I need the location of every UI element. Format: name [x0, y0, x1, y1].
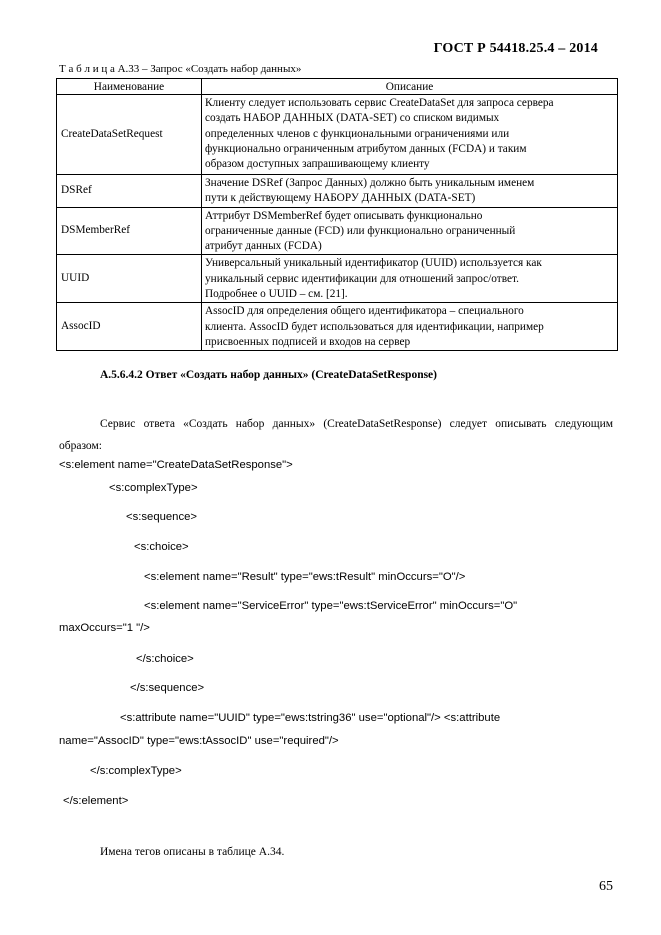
code-line: <s:complexType>	[109, 482, 198, 494]
request-table	[56, 78, 618, 351]
table-row	[57, 95, 618, 175]
description-line: создать НАБОР ДАННЫХ (DATA-SET) со списком видимых	[205, 112, 500, 125]
cell-name: CreateDataSetRequest	[57, 95, 202, 175]
column-header-name: Наименование	[57, 79, 202, 95]
table-row	[57, 207, 618, 255]
cell-description	[202, 95, 618, 175]
column-header-description: Описание	[202, 79, 618, 95]
description-line: атрибут данных (FCDA)	[205, 240, 322, 253]
code-line: <s:element name="Result" type="ews:tResult" minOccurs="O"/>	[144, 571, 466, 583]
cell-description	[202, 207, 618, 255]
description-line: Универсальный уникальный идентификатор (UUID) используется как	[205, 257, 542, 270]
code-line: <s:choice>	[134, 541, 189, 553]
cell-name: DSRef	[57, 175, 202, 208]
code-line: </s:complexType>	[90, 765, 182, 777]
description-line: Значение DSRef (Запрос Данных) должно быть уникальным именем	[205, 177, 535, 189]
description-line: уникальный сервис идентификации для отношений запрос/ответ.	[205, 272, 519, 285]
cell-description	[202, 175, 618, 208]
footnote-text: Имена тегов описаны в таблице А.34.	[100, 846, 285, 858]
code-line: <s:attribute name="UUID" type="ews:tstring36" use="optional"/> <s:attribute	[120, 712, 501, 724]
description-line: Подробнее о UUID – см. [21].	[205, 288, 348, 301]
table-row	[57, 255, 618, 303]
table-row	[57, 303, 618, 351]
description-line: клиента. AssocID будет использоваться для идентификации, например	[205, 320, 544, 333]
code-line: maxOccurs="1 "/>	[59, 622, 150, 634]
cell-name: UUID	[57, 255, 202, 303]
page-number: 65	[599, 879, 613, 894]
description-line: присвоенных подписей и входов на сервер	[205, 335, 411, 348]
cell-name: DSMemberRef	[57, 207, 202, 255]
code-line: name="AssocID" type="ews:tAssocID" use="required"/>	[59, 735, 339, 747]
cell-description	[202, 255, 618, 303]
code-line: <s:element name="ServiceError" type="ews:tServiceError" minOccurs="O"	[144, 600, 518, 612]
code-line: </s:element>	[63, 795, 129, 807]
table-header-row	[57, 79, 618, 95]
table-caption: Т а б л и ц а А.33 – Запрос «Создать набор данных»	[59, 63, 302, 75]
document-header-title: ГОСТ Р 54418.25.4 – 2014	[433, 41, 598, 56]
description-line: AssocID для определения общего идентификатора – специального	[205, 305, 524, 318]
code-line: <s:element name="CreateDataSetResponse">	[59, 459, 293, 471]
description-line: определенных членов с функциональными ограничениями или	[205, 127, 510, 140]
code-line: </s:sequence>	[130, 682, 205, 694]
description-line: образом доступных запрашивающему клиенту	[205, 158, 430, 171]
table-row	[57, 175, 618, 208]
section-heading: А.5.6.4.2 Ответ «Создать набор данных» (CreateDataSetResponse)	[100, 369, 437, 381]
cell-description	[202, 303, 618, 351]
description-line: функционально ограниченным атрибутом данных (FCDA) и таким	[205, 142, 527, 155]
body-paragraph: Сервис ответа «Создать набор данных» (CreateDataSetResponse) следует описывать следующим образом:	[59, 418, 613, 452]
description-line: Клиенту следует использовать сервис CreateDataSet для запроса сервера	[205, 97, 554, 109]
description-line: ограниченные данные (FCD) или функционально ограниченный	[205, 224, 516, 237]
description-line: Аттрибут DSMemberRef будет описывать функционально	[205, 209, 483, 222]
description-line: пути к действующему НАБОРУ ДАННЫХ (DATA-SET)	[205, 192, 476, 205]
code-line: </s:choice>	[136, 653, 194, 665]
code-line: <s:sequence>	[126, 511, 197, 523]
cell-name: AssocID	[57, 303, 202, 351]
